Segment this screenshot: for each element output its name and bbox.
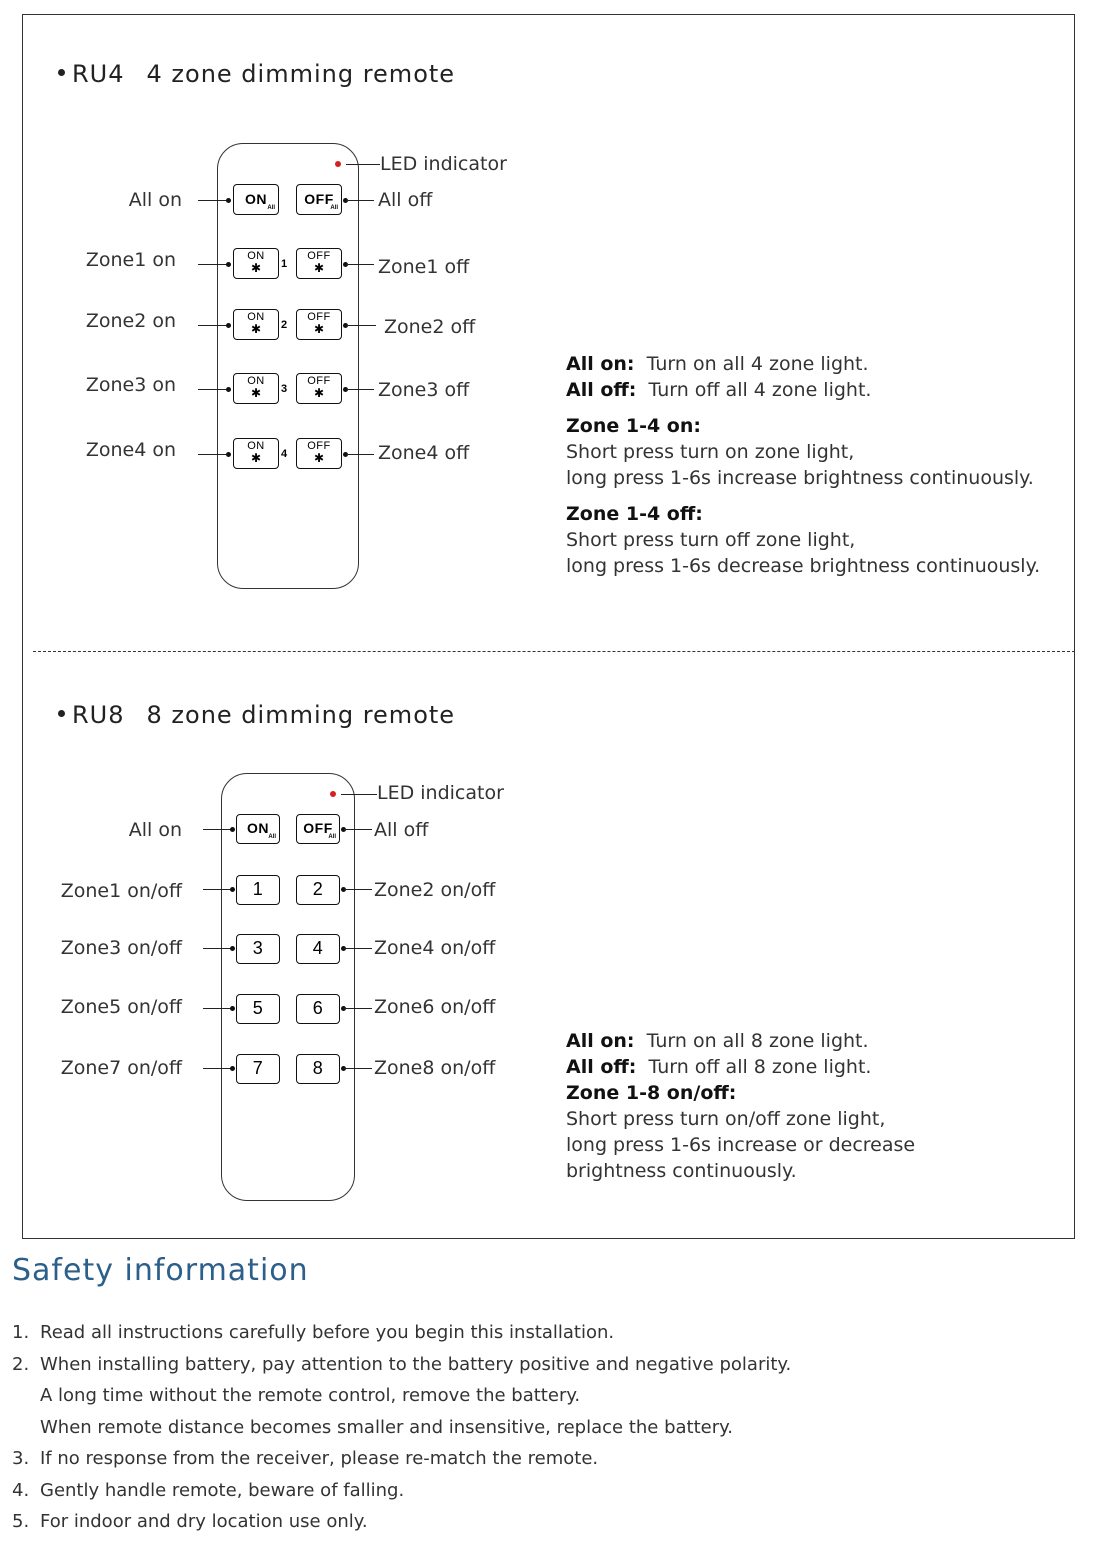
ru4-zone3-number: 3 <box>281 383 288 395</box>
ru8-zone2-leader <box>344 889 372 890</box>
ru4-zone2-off-label: Zone2 off <box>384 316 476 338</box>
bullet-dot <box>58 69 65 76</box>
ru8-zone2-label: Zone2 on/off <box>374 879 496 901</box>
star-icon: ✱ <box>313 451 325 465</box>
ru4-all-off-label: All off <box>378 189 433 211</box>
ru4-led-indicator <box>335 161 341 167</box>
ru4-zone1-off-button[interactable]: OFF ✱ <box>296 248 342 279</box>
star-icon: ✱ <box>313 322 325 336</box>
ru4-all-off-button[interactable]: OFF All <box>296 184 342 215</box>
safety-title: Safety information <box>12 1253 309 1288</box>
ru4-zone3-off-button[interactable]: OFF ✱ <box>296 373 342 404</box>
connector-dot <box>230 1006 235 1011</box>
ru8-zone3-button[interactable]: 3 <box>236 934 280 964</box>
ru8-zone3-leader <box>203 948 233 949</box>
ru8-zone6-leader <box>344 1008 372 1009</box>
list-item: 1. Read all instructions carefully before you begin this installation. <box>12 1322 615 1343</box>
ru8-zone2-button[interactable]: 2 <box>296 875 340 905</box>
connector-dot <box>230 946 235 951</box>
star-icon: ✱ <box>250 451 262 465</box>
ru8-zone7-button[interactable]: 7 <box>236 1054 280 1084</box>
ru4-title: 4 zone dimming remote <box>146 60 456 88</box>
ru4-zone4-off-leader <box>346 454 374 455</box>
ru4-zone2-on-button[interactable]: ON ✱ <box>233 309 279 340</box>
ru4-zone3-off-label: Zone3 off <box>378 379 470 401</box>
ru8-zone1-leader <box>203 889 233 890</box>
ru4-zone1-number: 1 <box>281 258 288 270</box>
ru8-zone7-label: Zone7 on/off <box>60 1057 182 1079</box>
ru4-zone4-on-button[interactable]: ON ✱ <box>233 438 279 469</box>
ru8-zone3-label: Zone3 on/off <box>60 937 182 959</box>
ru4-section-title <box>58 60 455 88</box>
ru4-zone2-on-label: Zone2 on <box>85 310 176 332</box>
ru4-led-label: LED indicator <box>380 153 507 175</box>
ru8-all-off-button[interactable]: OFF All <box>296 814 340 844</box>
ru8-title: 8 zone dimming remote <box>146 701 456 729</box>
ru8-all-off-label: All off <box>374 819 429 841</box>
ru8-zone4-leader <box>344 948 372 949</box>
safety-list <box>12 1317 791 1538</box>
star-icon: ✱ <box>250 322 262 336</box>
ru4-led-leader <box>346 164 380 165</box>
star-icon: ✱ <box>313 261 325 275</box>
star-icon: ✱ <box>250 386 262 400</box>
ru8-zone1-label: Zone1 on/off <box>60 880 182 902</box>
ru4-zone4-off-label: Zone4 off <box>378 442 470 464</box>
connector-dot <box>230 827 235 832</box>
ru4-zone3-off-leader <box>346 389 374 390</box>
ru8-section-title <box>58 701 455 729</box>
ru8-zone5-button[interactable]: 5 <box>236 994 280 1024</box>
ru4-all-on-button[interactable]: ON All <box>233 184 279 215</box>
ru8-led-label: LED indicator <box>377 782 504 804</box>
ru8-zone6-button[interactable]: 6 <box>296 994 340 1024</box>
list-item: 4. Gently handle remote, beware of falling. <box>12 1479 405 1501</box>
ru4-all-on-leader <box>198 200 228 201</box>
ru4-zone1-off-leader <box>346 264 374 265</box>
connector-dot <box>226 323 231 328</box>
connector-dot <box>226 452 231 457</box>
ru4-zone3-on-label: Zone3 on <box>85 374 176 396</box>
ru4-zone2-off-leader <box>346 325 376 326</box>
list-item: 3. If no response from the receiver, please re-match the remote. <box>12 1448 599 1469</box>
ru4-zone1-on-leader <box>198 264 228 265</box>
ru4-zone1-off-label: Zone1 off <box>378 256 470 278</box>
ru4-zone1-on-label: Zone1 on <box>85 249 176 271</box>
ru4-zone4-on-label: Zone4 on <box>85 439 176 461</box>
ru8-zone4-button[interactable]: 4 <box>296 934 340 964</box>
ru8-all-on-leader <box>203 829 233 830</box>
connector-dot <box>226 198 231 203</box>
ru4-zone3-on-leader <box>198 389 228 390</box>
list-item: 2. When installing battery, pay attention to the battery positive and negative polarity. A long time without the remote control, remove the battery. When remote distance becomes smaller and insensitive, replace the battery. <box>12 1353 792 1438</box>
ru8-all-on-button[interactable]: ON All <box>236 814 280 844</box>
ru4-zone1-on-button[interactable]: ON ✱ <box>233 248 279 279</box>
star-icon: ✱ <box>313 386 325 400</box>
ru4-zone2-number: 2 <box>281 319 288 331</box>
connector-dot <box>226 262 231 267</box>
ru8-led-leader <box>341 794 377 795</box>
list-item: 5. For indoor and dry location use only. <box>12 1511 368 1532</box>
connector-dot <box>230 1066 235 1071</box>
star-icon: ✱ <box>250 261 262 275</box>
ru8-zone7-leader <box>203 1068 233 1069</box>
ru8-all-on-label: All on <box>128 819 182 841</box>
ru8-zone8-button[interactable]: 8 <box>296 1054 340 1084</box>
ru8-zone8-leader <box>344 1068 372 1069</box>
ru8-zone4-label: Zone4 on/off <box>374 937 496 959</box>
ru8-all-off-leader <box>344 829 372 830</box>
bullet-dot <box>58 710 65 717</box>
connector-dot <box>230 887 235 892</box>
ru4-zone4-off-button[interactable]: OFF ✱ <box>296 438 342 469</box>
ru4-zone3-on-button[interactable]: ON ✱ <box>233 373 279 404</box>
ru4-zone4-on-leader <box>198 454 228 455</box>
ru4-zone2-on-leader <box>198 325 228 326</box>
ru4-all-on-label: All on <box>128 189 182 211</box>
connector-dot <box>226 387 231 392</box>
ru8-description: All on: Turn on all 8 zone light. All off: Turn off all 8 zone light. Zone 1-8 on/off: Short press turn on/off zone light, long press 1-6s increase or decrease brightness continuously. <box>566 1030 916 1182</box>
ru8-led-indicator <box>330 791 336 797</box>
ru8-zone6-label: Zone6 on/off <box>374 996 496 1018</box>
ru4-all-off-leader <box>346 200 374 201</box>
ru4-description: All on: Turn on all 4 zone light. All off: Turn off all 4 zone light. Zone 1-4 on: Short press turn on zone light, long press 1-6s increase brightness continuously. Zone 1-4 off: Short press turn off zone light, long press 1-6s decrease brightness continuously. <box>566 353 1041 577</box>
ru8-zone5-leader <box>203 1008 233 1009</box>
ru8-zone8-label: Zone8 on/off <box>374 1057 496 1079</box>
ru8-zone1-button[interactable]: 1 <box>236 875 280 905</box>
dashed-separator <box>33 651 1075 652</box>
ru4-zone4-number: 4 <box>281 448 288 460</box>
ru4-model: RU4 <box>72 60 125 88</box>
ru4-zone2-off-button[interactable]: OFF ✱ <box>296 309 342 340</box>
ru8-zone5-label: Zone5 on/off <box>60 996 182 1018</box>
ru8-model: RU8 <box>72 701 125 729</box>
